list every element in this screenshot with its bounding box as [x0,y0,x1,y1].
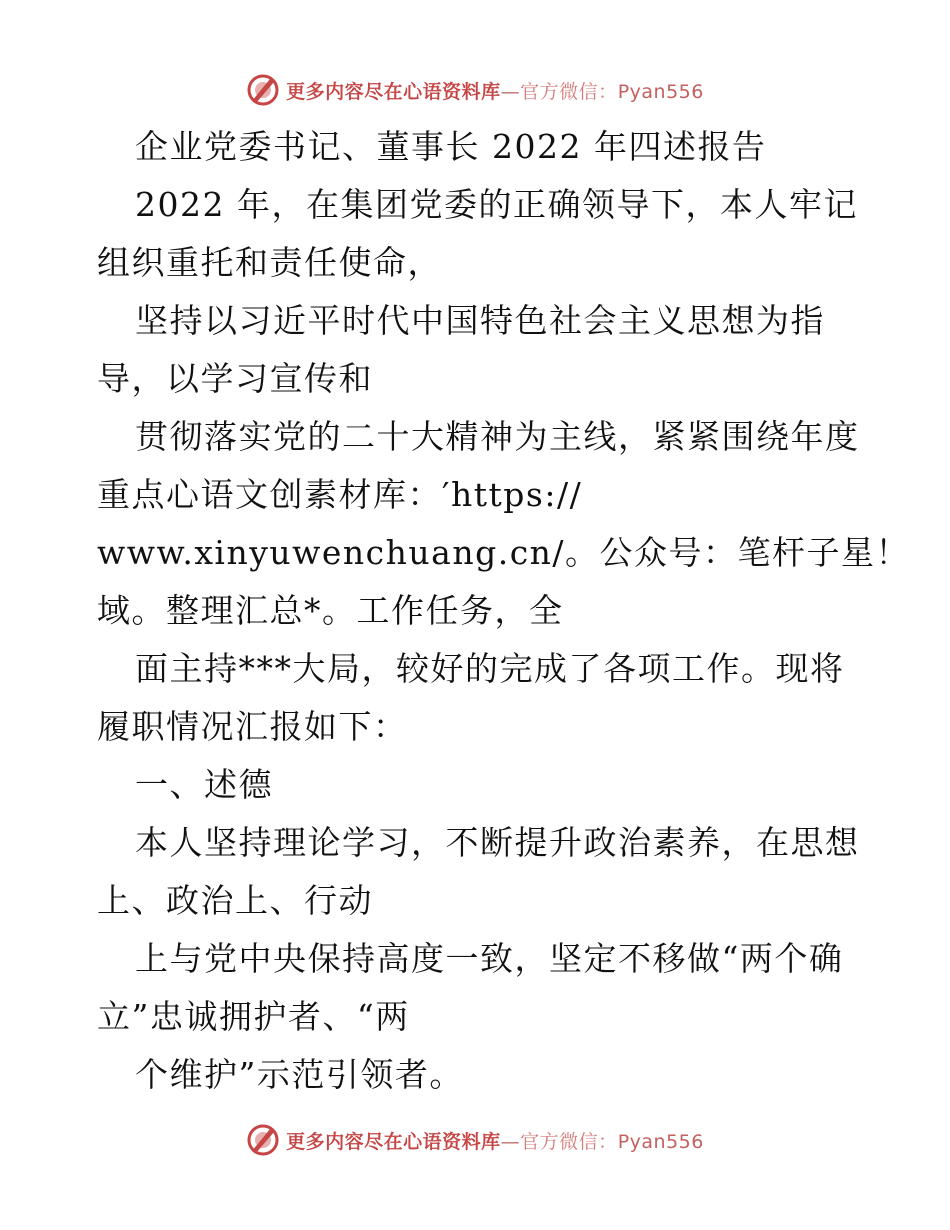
header-banner-text [286,77,704,104]
document-title: 企业党委书记、董事长 2022 年四述报告 [135,127,767,166]
paragraph-line: 上、政治上、行动 [97,881,373,920]
paragraph-line: 本人坚持理论学习，不断提升政治素养，在思想 [135,823,860,862]
paragraph-line: 2022 年，在集团党委的正确领导下，本人牢记 [135,185,858,224]
footer-banner [0,1120,950,1160]
paragraph-line: 贯彻落实党的二十大精神为主线，紧紧围绕年度 [135,417,860,456]
section-heading: 一、述德 [135,765,273,804]
banner-wechat-id: Pyan556 [617,80,704,103]
paragraph-line: 域。整理汇总*。工作任务，全 [97,591,564,630]
paragraph-line: 重点心语文创素材库：′https:// [97,475,583,514]
paragraph-line: 立”忠诚拥护者、“两 [97,997,410,1036]
paragraph-line: 组织重托和责任使命， [97,243,442,282]
paragraph-line: 面主持***大局，较好的完成了各项工作。现将 [135,649,845,688]
paragraph-line: 上与党中央保持高度一致，坚定不移做“两个确 [135,939,844,978]
banner-separator: — [500,80,521,103]
banner-brand: 更多内容尽在心语资料库 [286,1130,501,1153]
footer-banner-text [286,1127,704,1154]
paragraph-line: 导，以学习宣传和 [97,359,373,398]
paragraph-line: www.xinyuwenchuang.cn/。公众号：笔杆子星！ [97,533,911,572]
paragraph-line: 坚持以习近平时代中国特色社会主义思想为指 [135,301,825,340]
paragraph-line: 履职情况汇报如下： [97,707,408,746]
document-body [97,118,911,1104]
quill-seal-logo-icon [246,1123,280,1157]
banner-official-label: 官方微信： [520,1130,618,1153]
quill-seal-logo-icon [246,73,280,107]
banner-separator: — [500,1130,521,1153]
banner-wechat-id: Pyan556 [617,1130,704,1153]
banner-brand: 更多内容尽在心语资料库 [286,80,501,103]
paragraph-line: 个维护”示范引领者。 [135,1055,464,1094]
header-banner [0,70,950,110]
banner-official-label: 官方微信： [520,80,618,103]
